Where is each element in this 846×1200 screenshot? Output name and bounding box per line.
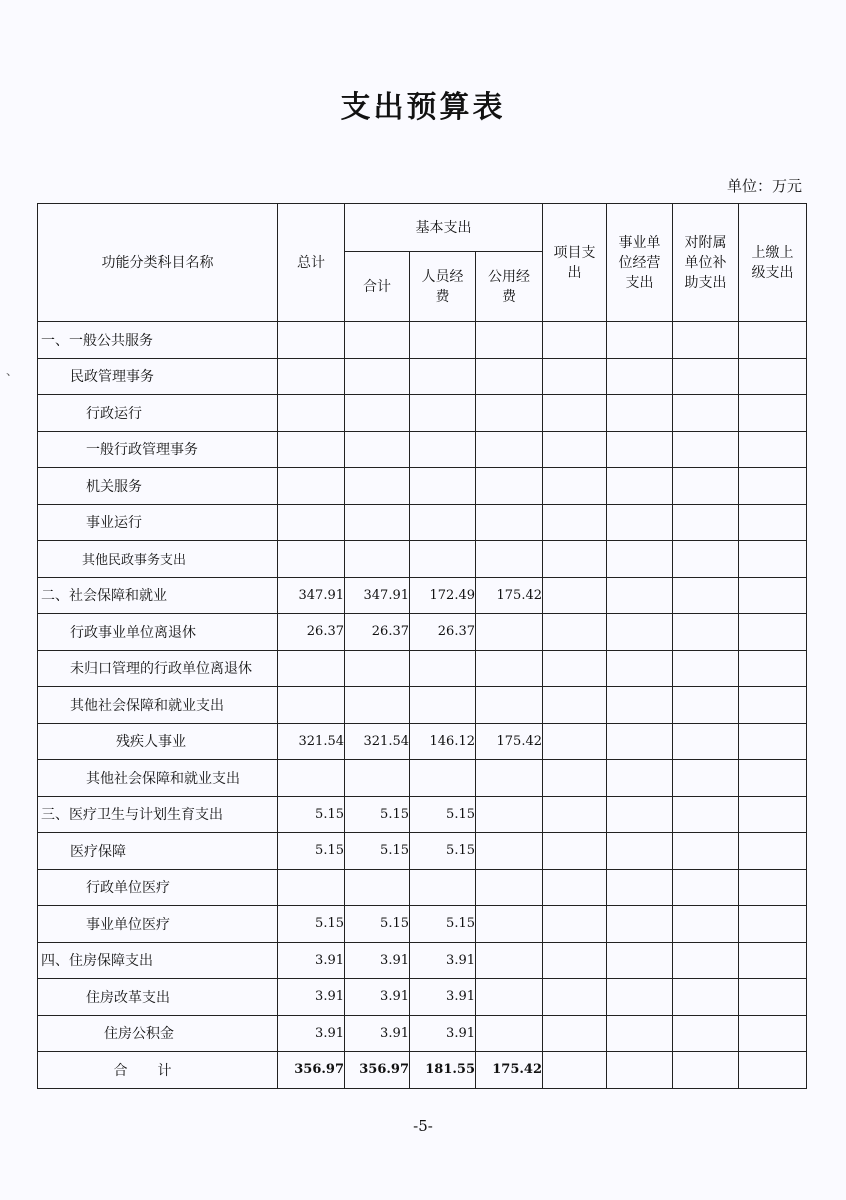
row-name: 事业运行	[38, 504, 278, 541]
cell-public	[476, 395, 543, 432]
cell-public	[476, 869, 543, 906]
cell-total	[278, 431, 345, 468]
row-name: 医疗保障	[38, 833, 278, 870]
table-row	[38, 687, 807, 724]
cell-personnel: 3.91	[410, 979, 476, 1016]
header-total: 总计	[278, 204, 345, 322]
cell-personnel: 146.12	[410, 723, 476, 760]
cell-personnel: 172.49	[410, 577, 476, 614]
cell-sum: 321.54	[345, 723, 410, 760]
cell-public: 175.42	[476, 577, 543, 614]
page-number: -5-	[413, 1117, 433, 1135]
cell-sum: 5.15	[345, 833, 410, 870]
row-name: 行政运行	[38, 395, 278, 432]
table-row	[38, 1015, 807, 1052]
header-upper: 上缴上级支出	[739, 204, 807, 322]
cell-sum	[345, 395, 410, 432]
cell-sum	[345, 358, 410, 395]
cell-total	[278, 541, 345, 578]
cell-personnel	[410, 760, 476, 797]
row-name: 一、一般公共服务	[38, 322, 278, 359]
cell-total	[278, 504, 345, 541]
cell-public	[476, 504, 543, 541]
header-project: 项目支出	[543, 204, 607, 322]
table-row	[38, 541, 807, 578]
table-row	[38, 358, 807, 395]
cell-public	[476, 468, 543, 505]
row-name: 机关服务	[38, 468, 278, 505]
header-public: 公用经费	[476, 252, 543, 322]
cell-sum	[345, 468, 410, 505]
cell-public	[476, 1015, 543, 1052]
cell-personnel: 26.37	[410, 614, 476, 651]
cell-public	[476, 541, 543, 578]
cell-sum	[345, 650, 410, 687]
cell-total: 3.91	[278, 979, 345, 1016]
table-row	[38, 796, 807, 833]
row-name: 未归口管理的行政单位离退休	[38, 650, 278, 687]
cell-total: 356.97	[278, 1052, 345, 1089]
table-row	[38, 431, 807, 468]
cell-public	[476, 833, 543, 870]
row-name: 一般行政管理事务	[38, 431, 278, 468]
cell-personnel	[410, 541, 476, 578]
table-row	[38, 614, 807, 651]
row-name: 二、社会保障和就业	[38, 577, 278, 614]
cell-total: 5.15	[278, 833, 345, 870]
total-label: 合计	[38, 1052, 278, 1089]
cell-total	[278, 869, 345, 906]
cell-total	[278, 760, 345, 797]
cell-public	[476, 687, 543, 724]
cell-public	[476, 979, 543, 1016]
total-row	[38, 1052, 807, 1089]
table-row	[38, 577, 807, 614]
margin-mark: 、	[6, 364, 19, 378]
cell-sum: 5.15	[345, 906, 410, 943]
cell-total	[278, 395, 345, 432]
row-name: 民政管理事务	[38, 358, 278, 395]
table-row	[38, 322, 807, 359]
row-name: 其他社会保障和就业支出	[38, 687, 278, 724]
table-row	[38, 760, 807, 797]
table-row	[38, 833, 807, 870]
table-row	[38, 650, 807, 687]
cell-sum	[345, 687, 410, 724]
table-row	[38, 906, 807, 943]
cell-personnel: 5.15	[410, 906, 476, 943]
cell-sum: 5.15	[345, 796, 410, 833]
row-name: 其他社会保障和就业支出	[38, 760, 278, 797]
cell-personnel	[410, 358, 476, 395]
table-row	[38, 504, 807, 541]
cell-public	[476, 614, 543, 651]
row-name: 三、医疗卫生与计划生育支出	[38, 796, 278, 833]
cell-total	[278, 468, 345, 505]
cell-sum: 26.37	[345, 614, 410, 651]
budget-table	[37, 203, 807, 1089]
row-name: 住房改革支出	[38, 979, 278, 1016]
cell-public	[476, 358, 543, 395]
table-row	[38, 942, 807, 979]
cell-personnel	[410, 322, 476, 359]
header-business: 事业单位经营支出	[607, 204, 673, 322]
cell-public	[476, 760, 543, 797]
row-name: 行政单位医疗	[38, 869, 278, 906]
table-row	[38, 468, 807, 505]
header-subsidy: 对附属单位补助支出	[673, 204, 739, 322]
cell-personnel: 3.91	[410, 942, 476, 979]
header-personnel: 人员经费	[410, 252, 476, 322]
header-name: 功能分类科目名称	[38, 204, 278, 322]
cell-personnel	[410, 395, 476, 432]
row-name: 四、住房保障支出	[38, 942, 278, 979]
cell-public	[476, 322, 543, 359]
cell-sum	[345, 504, 410, 541]
cell-sum	[345, 541, 410, 578]
cell-public	[476, 796, 543, 833]
cell-total: 5.15	[278, 796, 345, 833]
cell-total: 321.54	[278, 723, 345, 760]
cell-public	[476, 942, 543, 979]
row-name: 残疾人事业	[38, 723, 278, 760]
cell-public: 175.42	[476, 1052, 543, 1089]
cell-personnel	[410, 869, 476, 906]
row-name: 住房公积金	[38, 1015, 278, 1052]
cell-sum: 356.97	[345, 1052, 410, 1089]
cell-total: 26.37	[278, 614, 345, 651]
cell-personnel	[410, 431, 476, 468]
cell-personnel: 5.15	[410, 796, 476, 833]
cell-sum	[345, 760, 410, 797]
cell-public	[476, 431, 543, 468]
cell-personnel	[410, 468, 476, 505]
cell-total: 5.15	[278, 906, 345, 943]
cell-total	[278, 687, 345, 724]
cell-personnel: 5.15	[410, 833, 476, 870]
table-row	[38, 869, 807, 906]
cell-sum	[345, 869, 410, 906]
page-title: 支出预算表	[340, 90, 506, 125]
cell-personnel	[410, 504, 476, 541]
cell-sum	[345, 322, 410, 359]
header-basic: 基本支出	[345, 204, 543, 252]
row-name: 行政事业单位离退休	[38, 614, 278, 651]
cell-sum: 3.91	[345, 1015, 410, 1052]
cell-sum: 347.91	[345, 577, 410, 614]
cell-public	[476, 906, 543, 943]
cell-personnel: 181.55	[410, 1052, 476, 1089]
cell-sum: 3.91	[345, 979, 410, 1016]
unit-label: 单位：万元	[726, 177, 802, 195]
cell-sum: 3.91	[345, 942, 410, 979]
table-row	[38, 723, 807, 760]
table-row	[38, 979, 807, 1016]
cell-personnel: 3.91	[410, 1015, 476, 1052]
cell-personnel	[410, 687, 476, 724]
cell-public	[476, 650, 543, 687]
table-row	[38, 395, 807, 432]
cell-total	[278, 650, 345, 687]
row-name: 其他民政事务支出	[38, 541, 278, 578]
header-basic-sum: 合计	[345, 252, 410, 322]
cell-total	[278, 322, 345, 359]
cell-total: 3.91	[278, 1015, 345, 1052]
cell-public: 175.42	[476, 723, 543, 760]
cell-sum	[345, 431, 410, 468]
cell-total: 3.91	[278, 942, 345, 979]
cell-personnel	[410, 650, 476, 687]
row-name: 事业单位医疗	[38, 906, 278, 943]
cell-total: 347.91	[278, 577, 345, 614]
cell-total	[278, 358, 345, 395]
